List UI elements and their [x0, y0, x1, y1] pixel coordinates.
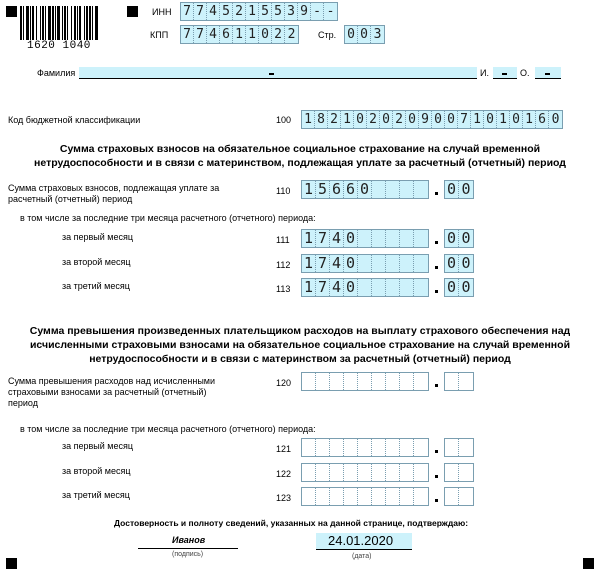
digit-cell: 4	[207, 26, 220, 43]
digit-cell: -	[311, 3, 324, 20]
digit-cell	[372, 279, 386, 296]
section2-months-intro: в том числе за последние три месяца расчетного (отчетного) периода:	[20, 424, 316, 434]
digit-cell: 0	[344, 230, 358, 247]
digit-cell: 1	[302, 181, 316, 198]
section2-heading-line1: Сумма превышения произведенных плательщиком расходов на выплату страхового обеспечения над	[29, 325, 571, 337]
digit-cell: 7	[194, 3, 207, 20]
surname-underline	[79, 78, 477, 79]
digit-cell	[372, 488, 386, 505]
month-code: 113	[276, 284, 291, 294]
total-110-label-line2: расчетный (отчетный) период	[8, 194, 133, 204]
digit-cell: 4	[330, 255, 344, 272]
digit-cell	[459, 488, 473, 505]
total-110-kopecks-field[interactable]	[444, 180, 474, 199]
date-value: 24.01.2020	[328, 533, 394, 548]
digit-cell: 6	[536, 111, 549, 128]
digit-cell: 0	[358, 26, 371, 43]
digit-cell: 4	[330, 230, 344, 247]
digit-cell: 0	[551, 112, 560, 127]
decimal-point	[435, 266, 438, 269]
month-code: 121	[276, 444, 292, 454]
decimal-point	[435, 241, 438, 244]
digit-cell	[316, 488, 330, 505]
digit-cell	[344, 464, 358, 481]
month-label: за третий месяц	[62, 490, 130, 500]
decimal-point	[435, 475, 438, 478]
digit-cell	[372, 181, 386, 198]
month-kopecks-field[interactable]	[444, 487, 474, 506]
digit-cell	[400, 279, 414, 296]
digit-cell: 3	[285, 3, 298, 20]
digit-cell	[372, 464, 386, 481]
total-120-label-line2: страховыми взносами за расчетный (отчетный)	[8, 387, 207, 397]
digit-cell: 5	[272, 3, 285, 20]
month-label: за первый месяц	[62, 441, 134, 451]
digit-cell	[459, 439, 473, 456]
digit-cell	[330, 373, 344, 390]
total-120-kopecks-field[interactable]	[444, 372, 474, 391]
digit-cell: 2	[272, 26, 285, 43]
digit-cell: 3	[373, 27, 382, 42]
digit-cell	[400, 373, 414, 390]
initial-i-label: И.	[480, 68, 489, 78]
digit-cell	[414, 230, 428, 247]
total-120-rubles-field[interactable]	[301, 372, 429, 391]
decimal-point	[435, 384, 438, 387]
digit-cell	[302, 488, 316, 505]
month-rubles-field[interactable]	[301, 487, 429, 506]
digit-cell: 7	[316, 230, 330, 247]
digit-cell: 0	[380, 111, 393, 128]
decimal-point	[435, 450, 438, 453]
surname-field[interactable]	[79, 67, 477, 78]
digit-cell: 0	[484, 111, 497, 128]
digit-cell	[358, 255, 372, 272]
digit-cell: 1	[302, 111, 315, 128]
digit-cell	[445, 488, 459, 505]
digit-cell	[400, 488, 414, 505]
digit-cell: 6	[330, 181, 344, 198]
digit-cell: 9	[419, 111, 432, 128]
digit-cell	[414, 373, 428, 390]
digit-cell: 5	[220, 3, 233, 20]
digit-cell: 2	[287, 27, 296, 42]
digit-cell: 0	[406, 111, 419, 128]
inn-field[interactable]	[180, 2, 338, 21]
signature-value[interactable]: Иванов	[172, 535, 206, 545]
barcode	[20, 6, 118, 40]
month-kopecks-field[interactable]	[444, 438, 474, 457]
digit-cell: 0	[432, 111, 445, 128]
total-110-rubles-field[interactable]	[301, 180, 429, 199]
digit-cell	[386, 373, 400, 390]
month-label: за второй месяц	[62, 257, 131, 267]
digit-cell: 0	[461, 180, 471, 198]
digit-cell	[358, 488, 372, 505]
month-rubles-field[interactable]	[301, 229, 429, 248]
kpp-label: КПП	[150, 30, 169, 40]
digit-cell: 5	[316, 181, 330, 198]
month-rubles-field[interactable]	[301, 438, 429, 457]
digit-cell: 1	[523, 111, 536, 128]
digit-cell: 7	[316, 255, 330, 272]
digit-cell	[316, 373, 330, 390]
registration-marker-bottom-left	[6, 558, 17, 569]
kbk-label: Код бюджетной классификации	[8, 115, 141, 125]
digit-cell	[459, 373, 473, 390]
digit-cell	[386, 464, 400, 481]
digit-cell	[372, 373, 386, 390]
month-rubles-field[interactable]	[301, 278, 429, 297]
section1-heading-line1: Сумма страховых взносов на обязательное социальное страхование на случай временной	[59, 143, 541, 155]
digit-cell	[414, 488, 428, 505]
digit-cell	[386, 230, 400, 247]
initial-i-dash	[502, 73, 507, 75]
section2-heading-line3: нетрудоспособности и в связи с материнством за расчетный (отчетный) период	[89, 353, 511, 365]
decimal-point	[435, 499, 438, 502]
digit-cell	[400, 464, 414, 481]
initial-o-underline	[535, 78, 561, 79]
digit-cell	[386, 279, 400, 296]
inn-label: ИНН	[152, 7, 172, 17]
signature-caption: (подпись)	[172, 551, 204, 558]
month-label: за первый месяц	[62, 232, 134, 242]
total-120-label-line1: Сумма превышения расходов над исчисленными	[8, 376, 216, 386]
digit-cell: 7	[458, 111, 471, 128]
registration-marker-bottom-right	[583, 558, 594, 569]
kpp-field[interactable]	[180, 25, 299, 44]
digit-cell: 8	[315, 111, 328, 128]
digit-cell	[358, 373, 372, 390]
digit-cell: 2	[328, 111, 341, 128]
digit-cell	[330, 439, 344, 456]
section1-months-intro: в том числе за последние три месяца расчетного (отчетного) периода:	[20, 213, 316, 223]
digit-cell	[414, 439, 428, 456]
digit-cell	[358, 230, 372, 247]
month-rubles-field[interactable]	[301, 463, 429, 482]
month-code: 111	[276, 235, 290, 245]
digit-cell: 7	[181, 26, 194, 43]
digit-cell: 0	[358, 181, 372, 198]
digit-cell	[386, 255, 400, 272]
digit-cell: 0	[461, 229, 471, 247]
decimal-point	[435, 192, 438, 195]
page-number-field[interactable]	[344, 25, 385, 44]
digit-cell: 1	[233, 26, 246, 43]
digit-cell: 0	[344, 255, 358, 272]
total-110-code: 110	[276, 186, 291, 196]
digit-cell: 0	[510, 111, 523, 128]
month-rubles-field[interactable]	[301, 254, 429, 273]
digit-cell	[302, 439, 316, 456]
digit-cell: 2	[233, 3, 246, 20]
digit-cell: 7	[181, 3, 194, 20]
total-120-code: 120	[276, 378, 292, 388]
digit-cell: 7	[316, 279, 330, 296]
digit-cell	[386, 488, 400, 505]
digit-cell: 0	[461, 254, 471, 272]
digit-cell: 0	[461, 278, 471, 296]
section1-heading-line2: нетрудоспособности и в связи с материнством, подлежащая уплате за расчетный (отчетный) период	[34, 157, 566, 169]
digit-cell	[459, 464, 473, 481]
month-kopecks-field[interactable]	[444, 229, 474, 248]
date-caption: (дата)	[352, 553, 372, 560]
digit-cell: 6	[220, 26, 233, 43]
month-kopecks-field[interactable]	[444, 463, 474, 482]
digit-cell: 9	[298, 3, 311, 20]
digit-cell	[372, 255, 386, 272]
digit-cell: 0	[445, 255, 459, 272]
page-label: Стр.	[318, 30, 337, 40]
registration-marker-top-left	[6, 6, 17, 17]
digit-cell	[400, 230, 414, 247]
digit-cell	[330, 488, 344, 505]
decimal-point	[435, 290, 438, 293]
digit-cell	[400, 181, 414, 198]
digit-cell: 5	[259, 3, 272, 20]
digit-cell: 0	[445, 111, 458, 128]
digit-cell	[400, 439, 414, 456]
month-code: 123	[276, 493, 292, 503]
registration-marker-top-right	[127, 6, 138, 17]
month-label: за второй месяц	[62, 466, 131, 476]
initial-o-label: О.	[520, 68, 530, 78]
digit-cell	[414, 279, 428, 296]
digit-cell	[344, 488, 358, 505]
digit-cell	[414, 464, 428, 481]
total-110-label-line1: Сумма страховых взносов, подлежащая уплате за	[8, 183, 220, 193]
digit-cell: 1	[302, 230, 316, 247]
digit-cell: 7	[194, 26, 207, 43]
month-code: 122	[276, 469, 292, 479]
month-code: 112	[276, 260, 291, 270]
digit-cell: -	[326, 4, 335, 19]
month-label: за третий месяц	[62, 281, 130, 291]
confirmation-text: Достоверность и полноту сведений, указанных на данной странице, подтверждаю:	[114, 518, 469, 528]
digit-cell: 0	[354, 111, 367, 128]
digit-cell: 1	[302, 255, 316, 272]
digit-cell	[386, 181, 400, 198]
digit-cell	[358, 439, 372, 456]
digit-cell	[400, 255, 414, 272]
digit-cell	[445, 439, 459, 456]
surname-dash	[269, 73, 274, 75]
digit-cell: 0	[445, 230, 459, 247]
digit-cell: 0	[445, 181, 459, 198]
surname-label: Фамилия	[37, 68, 76, 78]
digit-cell: 1	[302, 279, 316, 296]
digit-cell: 1	[341, 111, 354, 128]
digit-cell	[302, 464, 316, 481]
initial-i-underline	[493, 78, 517, 79]
digit-cell: 2	[367, 111, 380, 128]
digit-cell	[316, 439, 330, 456]
digit-cell	[414, 181, 428, 198]
digit-cell: 4	[207, 3, 220, 20]
kbk-field[interactable]	[301, 110, 563, 129]
kbk-code: 100	[276, 115, 292, 125]
date-line	[316, 549, 412, 550]
digit-cell	[330, 464, 344, 481]
digit-cell: 0	[344, 279, 358, 296]
digit-cell: 1	[246, 26, 259, 43]
digit-cell: 6	[344, 181, 358, 198]
digit-cell	[386, 439, 400, 456]
digit-cell: 1	[471, 111, 484, 128]
barcode-number: 1620 1040	[27, 40, 91, 52]
digit-cell	[445, 373, 459, 390]
month-kopecks-field[interactable]	[444, 278, 474, 297]
digit-cell	[344, 373, 358, 390]
digit-cell: 2	[393, 111, 406, 128]
digit-cell	[316, 464, 330, 481]
digit-cell: 0	[445, 279, 459, 296]
digit-cell	[344, 439, 358, 456]
digit-cell: 4	[330, 279, 344, 296]
initial-o-dash	[545, 73, 550, 75]
month-kopecks-field[interactable]	[444, 254, 474, 273]
digit-cell	[445, 464, 459, 481]
total-120-label-line3: период	[8, 398, 38, 408]
digit-cell	[414, 255, 428, 272]
digit-cell: 0	[345, 26, 358, 43]
digit-cell	[358, 279, 372, 296]
digit-cell: 0	[259, 26, 272, 43]
digit-cell	[372, 439, 386, 456]
digit-cell: 1	[246, 3, 259, 20]
digit-cell: 1	[497, 111, 510, 128]
digit-cell	[372, 230, 386, 247]
digit-cell	[302, 373, 316, 390]
digit-cell	[358, 464, 372, 481]
section2-heading-line2: исчисленными страховыми взносами на обязательное социальное страхование на случай временной	[29, 339, 571, 351]
barcode-stripe	[98, 6, 99, 40]
